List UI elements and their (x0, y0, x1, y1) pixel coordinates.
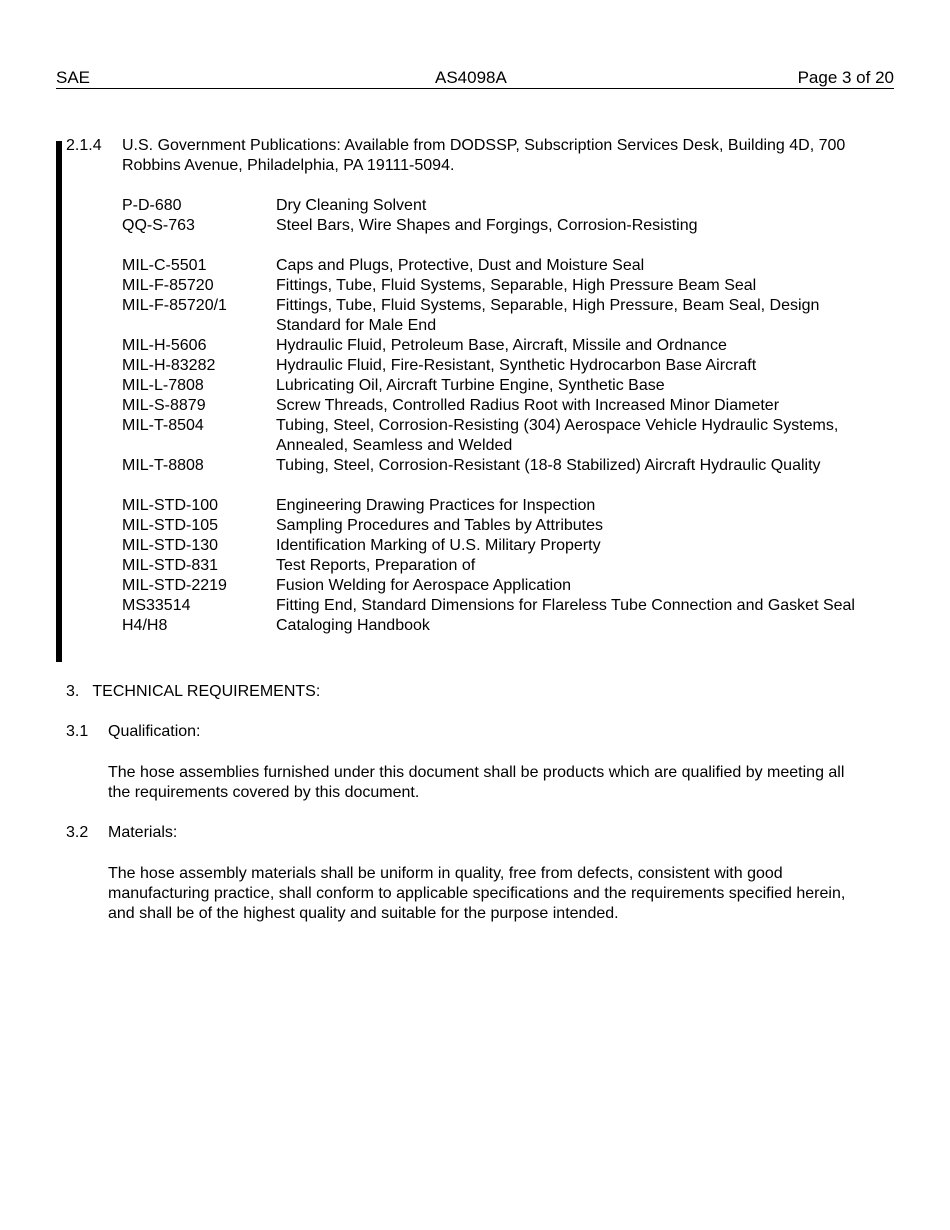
reference-row (122, 576, 882, 596)
reference-id: MIL-STD-130 (122, 537, 219, 554)
reference-desc: Hydraulic Fluid, Fire-Resistant, Synthetic Hydrocarbon Base Aircraft (276, 357, 757, 374)
reference-row (122, 256, 882, 276)
group-spacer (122, 476, 882, 496)
reference-desc: Steel Bars, Wire Shapes and Forgings, Corrosion-Resisting (276, 217, 698, 234)
reference-row (122, 396, 882, 416)
reference-row (122, 596, 882, 616)
reference-row (122, 556, 882, 576)
reference-desc: Lubricating Oil, Aircraft Turbine Engine, Synthetic Base (276, 377, 665, 394)
reference-id: MIL-T-8504 (122, 417, 204, 434)
reference-desc: Tubing, Steel, Corrosion-Resistant (18-8 Stabilized) Aircraft Hydraulic Quality (276, 457, 821, 474)
reference-row (122, 416, 882, 456)
reference-row (122, 276, 882, 296)
reference-row (122, 456, 882, 476)
section-3-1-body: The hose assemblies furnished under this document shall be products which are qualified by meeting all the requirements covered by this document. (108, 764, 845, 801)
section-2-1-4-text: U.S. Government Publications: Available from DODSSP, Subscription Services Desk, Building 4D, 700 Robbins Avenue, Philadelphia, PA 19111-5094. (122, 137, 846, 174)
reference-desc: Caps and Plugs, Protective, Dust and Moisture Seal (276, 257, 645, 274)
reference-id: MIL-H-5606 (122, 337, 207, 354)
reference-desc: Fitting End, Standard Dimensions for Flareless Tube Connection and Gasket Seal (276, 597, 855, 614)
reference-row (122, 216, 882, 236)
reference-row (122, 296, 882, 336)
reference-id: MIL-STD-100 (122, 497, 219, 514)
section-3-1-number: 3.1 (66, 723, 89, 740)
reference-row (122, 496, 882, 516)
reference-desc: Fusion Welding for Aerospace Application (276, 577, 571, 594)
section-3-2-number: 3.2 (66, 824, 89, 841)
reference-desc: Screw Threads, Controlled Radius Root with Increased Minor Diameter (276, 397, 780, 414)
section-3-heading: 3. TECHNICAL REQUIREMENTS: (66, 683, 321, 700)
reference-id: QQ-S-763 (122, 217, 195, 234)
page-header (56, 68, 894, 89)
reference-id: P-D-680 (122, 197, 182, 214)
reference-id: MIL-F-85720 (122, 277, 214, 294)
section-2-1-4-number: 2.1.4 (66, 137, 102, 154)
reference-desc: Tubing, Steel, Corrosion-Resisting (304) Aerospace Vehicle Hydraulic Systems, Annealed, Seamless and Welded (276, 417, 839, 454)
reference-row (122, 536, 882, 556)
reference-desc: Sampling Procedures and Tables by Attributes (276, 517, 604, 534)
reference-desc: Hydraulic Fluid, Petroleum Base, Aircraft, Missile and Ordnance (276, 337, 727, 354)
reference-id: MIL-C-5501 (122, 257, 207, 274)
reference-desc: Dry Cleaning Solvent (276, 197, 427, 214)
header-org: SAE (56, 68, 91, 87)
reference-id: MIL-L-7808 (122, 377, 204, 394)
reference-id: MIL-S-8879 (122, 397, 206, 414)
section-3-2-title: Materials: (108, 824, 178, 841)
reference-row (122, 356, 882, 376)
reference-id: MIL-F-85720/1 (122, 297, 227, 314)
section-3-2-body: The hose assembly materials shall be uniform in quality, free from defects, consistent with good manufacturing practice, shall conform to applicable specifications and the requirements specified herein, and shall be of the highest quality and suitable for the purpose intended. (108, 865, 846, 922)
header-page-number: Page 3 of 20 (797, 68, 894, 87)
revision-change-bar (56, 141, 62, 662)
reference-row (122, 196, 882, 216)
reference-id: MIL-H-83282 (122, 357, 216, 374)
reference-desc: Fittings, Tube, Fluid Systems, Separable, High Pressure, Beam Seal, Design Standard for Male End (276, 297, 820, 334)
reference-row (122, 336, 882, 356)
reference-list (122, 196, 882, 636)
reference-row (122, 516, 882, 536)
group-spacer (122, 236, 882, 256)
reference-id: MIL-STD-831 (122, 557, 219, 574)
reference-row (122, 616, 882, 636)
reference-desc: Identification Marking of U.S. Military Property (276, 537, 601, 554)
reference-desc: Cataloging Handbook (276, 617, 430, 634)
reference-id: MIL-STD-105 (122, 517, 219, 534)
reference-row (122, 376, 882, 396)
reference-id: MIL-STD-2219 (122, 577, 227, 594)
reference-id: MS33514 (122, 597, 191, 614)
reference-desc: Test Reports, Preparation of (276, 557, 476, 574)
header-doc-number: AS4098A (435, 68, 507, 87)
reference-desc: Fittings, Tube, Fluid Systems, Separable, High Pressure Beam Seal (276, 277, 757, 294)
reference-desc: Engineering Drawing Practices for Inspection (276, 497, 596, 514)
reference-id: H4/H8 (122, 617, 168, 634)
section-3-1-title: Qualification: (108, 723, 201, 740)
reference-id: MIL-T-8808 (122, 457, 204, 474)
